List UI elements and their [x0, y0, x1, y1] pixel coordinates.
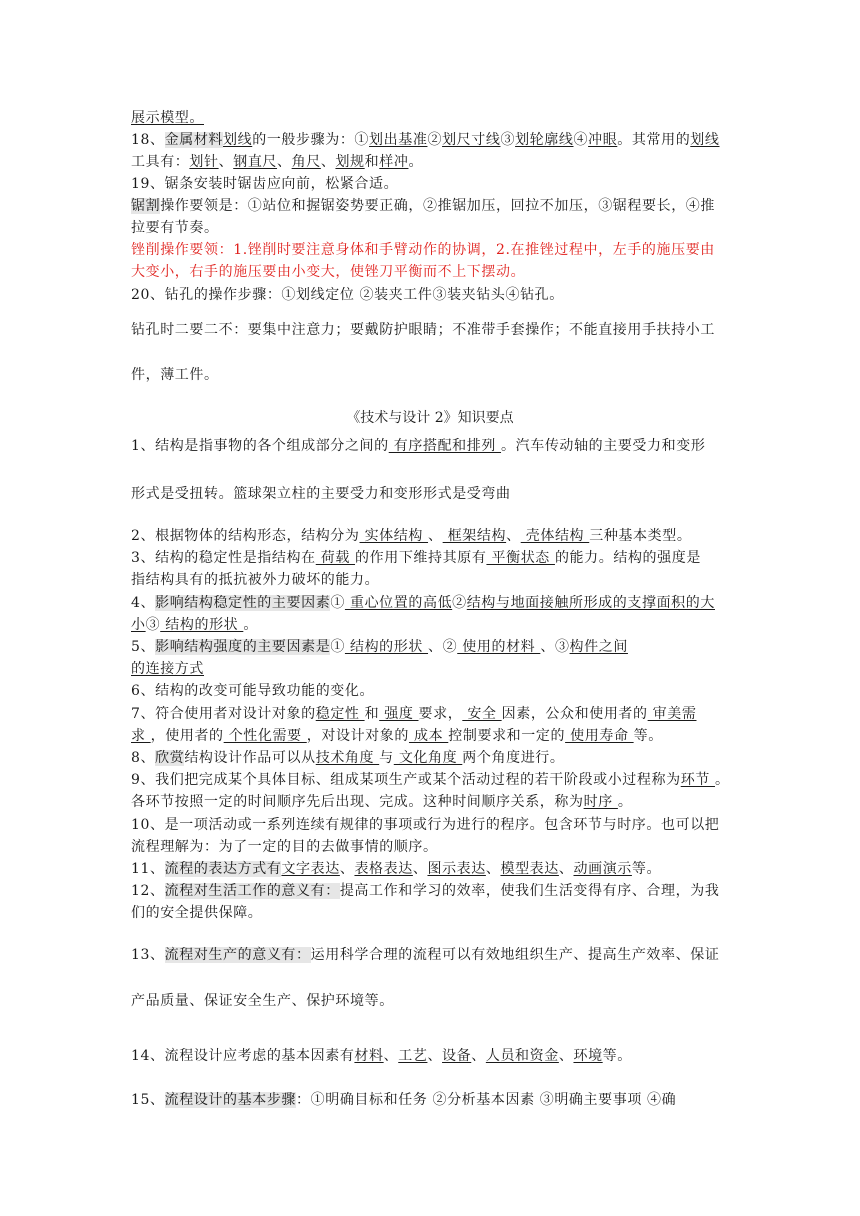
text-line: [131, 792, 632, 812]
underlined-term: 划规: [335, 154, 365, 170]
text-segment: 各环节按照一定的时间顺序先后出现、完成。这种时间顺序关系，称为: [131, 794, 584, 810]
text-segment: 。汽车传动轴的主要受力和变形: [501, 438, 706, 454]
text-segment: 拉要有节奏。: [131, 220, 219, 236]
text-segment: 们的安全提供保障。: [131, 905, 263, 921]
text-segment: 2、根据物体的结构形态，结构分为: [131, 528, 360, 544]
text-segment: 7、符合使用者对设计对象的: [131, 706, 316, 722]
text-segment: 运用科学合理的流程可以有效地组织生产、提高生产效率、保证: [310, 947, 720, 963]
text-line: [131, 704, 696, 724]
underlined-term: 个性化需要: [223, 728, 307, 744]
text-segment: 15、: [131, 1092, 165, 1108]
text-segment: 5、: [131, 639, 156, 655]
text-segment: 结构设计作品可以从: [184, 750, 316, 766]
underlined-term: 使用寿命: [565, 728, 634, 744]
underlined-term: 文化角度: [393, 750, 463, 766]
highlighted-term: 影响结构稳定性的主要因素: [155, 595, 331, 611]
text-line: [131, 945, 719, 965]
text-segment: 8、: [131, 750, 156, 766]
underlined-term: 框架结构: [442, 528, 507, 544]
text-segment: 12、: [131, 883, 165, 899]
underlined-term: 实体结构: [359, 528, 429, 544]
underlined-term: 划出基准: [369, 132, 428, 148]
underlined-term: 有序搭配和排列: [388, 438, 502, 454]
underlined-term: 成本: [408, 728, 449, 744]
text-line: [131, 681, 374, 701]
text-segment: ③: [145, 617, 161, 633]
underlined-term: 的连接方式: [131, 661, 204, 677]
text-line: [131, 570, 379, 590]
underlined-term: 表格表达: [354, 861, 413, 877]
underlined-term: 样冲: [379, 154, 409, 170]
text-segment: 、: [558, 861, 574, 877]
text-segment: 指结构具有的抵抗被外力破坏的能力。: [131, 572, 380, 588]
text-segment: 11、: [131, 861, 165, 877]
text-segment: 、: [320, 154, 336, 170]
text-line: [131, 1090, 676, 1110]
underlined-term: 人员和资金: [485, 1048, 559, 1064]
underlined-term: 小: [131, 617, 146, 633]
text-segment: 工具有：: [131, 154, 190, 170]
text-segment: 的能力。结构的强度是: [554, 550, 701, 566]
text-segment: 10、是一项活动或一系列连续有规律的事项或行为进行的程序。包含环节与时序。也可以把: [131, 817, 720, 833]
text-segment: 三种基本类型。: [589, 528, 692, 544]
text-segment: 控制要求和一定的: [448, 728, 566, 744]
text-segment: 18、: [131, 132, 165, 148]
text-line: [131, 548, 701, 568]
text-segment: 、②: [428, 639, 458, 655]
underlined-term: 构件之间: [569, 639, 628, 655]
text-segment: ①: [330, 639, 345, 655]
text-segment: 4、: [131, 595, 156, 611]
text-segment: 与: [379, 750, 394, 766]
text-segment: 操作要领是：①站位和握锯姿势要正确，②推锯加压，回拉不加压，③锯程要长，④推: [160, 198, 716, 214]
underlined-term: 角尺: [291, 154, 321, 170]
text-segment: 件，薄工件。: [131, 367, 219, 383]
text-segment: 1、结构是指事物的各个组成部分之间的: [131, 438, 389, 454]
underlined-term: 模型表达: [500, 861, 559, 877]
text-segment: ③: [500, 132, 516, 148]
underlined-term: 审美需: [647, 706, 697, 722]
underlined-term: 结构与地面接触所形成的支撑面积的大: [466, 595, 715, 611]
text-line: [131, 1046, 632, 1066]
text-segment: 、: [506, 528, 521, 544]
text-line: [131, 174, 398, 194]
text-segment: ②: [452, 595, 467, 611]
underlined-term: 工艺: [398, 1048, 428, 1064]
underlined-term: 划线: [223, 132, 253, 148]
underlined-term: 文字表达: [281, 861, 340, 877]
underlined-term: 环节: [680, 772, 715, 788]
red-emphasis-text: 大变小，右手的施压要由小变大，使锉刀平衡而不上下摆动。: [131, 264, 526, 280]
text-segment: 20、钻孔的操作步骤：①划线定位 ②装夹工件③装夹钻头④钻孔。: [131, 287, 564, 303]
text-segment: 、: [277, 154, 292, 170]
text-segment: 、: [558, 1048, 574, 1064]
text-segment: 等。: [633, 728, 663, 744]
text-segment: 和: [364, 154, 380, 170]
text-segment: 产品质量、保证安全生产、保护环境等。: [131, 993, 394, 1009]
text-segment: 。: [243, 617, 258, 633]
text-segment: 要求，: [418, 706, 463, 722]
text-segment: 19、锯条安装时锯齿应向前，松紧合适。: [131, 176, 399, 192]
text-segment: 6、结构的改变可能导致功能的变化。: [131, 683, 375, 699]
text-segment: ①: [330, 595, 345, 611]
text-segment: 因素，公众和使用者的: [501, 706, 648, 722]
text-line: [131, 837, 438, 857]
text-segment: 、: [428, 528, 443, 544]
text-segment: 、: [383, 1048, 399, 1064]
underlined-term: 划线: [690, 132, 720, 148]
underlined-term: 强度: [379, 706, 419, 722]
text-segment: 形式是受扭转。篮球架立柱的主要受力和变形形式是受弯曲: [131, 486, 511, 502]
text-segment: 和: [364, 706, 380, 722]
text-segment: 13、: [131, 947, 165, 963]
highlighted-term: 流程对生活工作的意义有：: [164, 883, 340, 899]
underlined-term: 结构的形状: [160, 617, 244, 633]
text-line: [131, 726, 663, 746]
text-line: [131, 320, 715, 340]
underlined-term: 荷载: [315, 550, 356, 566]
text-segment: 两个角度进行。: [462, 750, 565, 766]
text-line: [131, 770, 730, 790]
text-line: [131, 991, 394, 1011]
underlined-term: 动画演示: [573, 861, 632, 877]
text-segment: 。: [408, 154, 424, 170]
underlined-term: 使用的材料: [457, 639, 541, 655]
text-segment: 、: [412, 861, 428, 877]
text-segment: 的一般步骤为：①: [252, 132, 370, 148]
highlighted-term: 流程的表达方式有: [164, 861, 282, 877]
text-line: [131, 240, 715, 260]
section-heading: 《技术与设计 2》知识要点: [346, 410, 514, 426]
underlined-term: 展示模型。: [131, 110, 204, 126]
underlined-term: 壳体结构: [520, 528, 590, 544]
text-segment: 、: [339, 861, 355, 877]
red-emphasis-text: 锉削操作要领：1.锉削时要注意身体和手臂动作的协调，2.在推锉过程中，左手的施压要由: [131, 242, 715, 258]
text-segment: 、: [471, 1048, 486, 1064]
text-segment: 3、结构的稳定性是指结构在: [131, 550, 316, 566]
underlined-term: 求: [131, 728, 151, 744]
text-segment: 的作用下维持其原有: [355, 550, 487, 566]
text-segment: 等。: [602, 1048, 632, 1064]
underlined-term: 设备: [442, 1048, 472, 1064]
text-segment: 、: [427, 1048, 443, 1064]
underlined-term: 环境: [573, 1048, 603, 1064]
highlighted-term: 锯割: [131, 198, 161, 214]
text-segment: 、: [485, 861, 501, 877]
text-line: [131, 130, 720, 150]
highlighted-term: 流程对生产的意义有：: [164, 947, 311, 963]
text-line: [131, 815, 719, 835]
text-segment: 流程理解为：为了一定的目的去做事情的顺序。: [131, 839, 438, 855]
highlighted-term: 金属材料: [164, 132, 224, 148]
text-line: [131, 484, 511, 504]
text-segment: 等。: [631, 861, 662, 877]
underlined-term: 技术角度: [315, 750, 380, 766]
text-segment: 、③: [540, 639, 570, 655]
text-segment: 提高工作和学习的效率，使我们生活变得有序、合理，为我: [339, 883, 720, 899]
underlined-term: 重心位置的高低: [344, 595, 453, 611]
text-segment: ：①明确目标和任务 ②分析基本因素 ③明确主要事项 ④确: [296, 1092, 677, 1108]
text-segment: ，对设计对象的: [306, 728, 409, 744]
underlined-term: 结构的形状: [344, 639, 429, 655]
underlined-term: 划轮廓线: [515, 132, 574, 148]
text-segment: 9、我们把完成某个具体目标、组成某项生产或某个活动过程的若干阶段或小过程称为: [131, 772, 681, 788]
text-segment: ④: [573, 132, 589, 148]
text-line: [131, 152, 423, 172]
text-line: [131, 615, 258, 635]
underlined-term: 材料: [354, 1048, 384, 1064]
text-line: [131, 218, 219, 238]
underlined-term: 时序: [583, 794, 618, 810]
text-segment: 。: [617, 794, 633, 810]
underlined-term: 平衡状态: [486, 550, 555, 566]
underlined-term: 稳定性: [315, 706, 365, 722]
highlighted-term: 流程设计的基本步骤: [164, 1092, 297, 1108]
text-segment: 、: [218, 154, 234, 170]
underlined-term: 划针: [189, 154, 219, 170]
text-line: [131, 903, 262, 923]
text-segment: ②: [427, 132, 443, 148]
highlighted-term: 欣赏: [155, 750, 185, 766]
text-line: [131, 526, 691, 546]
text-line: [131, 285, 564, 305]
text-line: [131, 593, 715, 613]
text-line: [131, 637, 628, 657]
text-line: [131, 748, 565, 768]
text-line: [131, 436, 705, 456]
underlined-term: 划尺寸线: [442, 132, 501, 148]
text-line: [131, 262, 525, 282]
underlined-term: 钢直尺: [233, 154, 278, 170]
text-line: [131, 659, 204, 679]
underlined-term: 安全: [462, 706, 502, 722]
text-line: [131, 196, 715, 216]
text-segment: 。其常用的: [617, 132, 691, 148]
text-segment: 14、流程设计应考虑的基本因素有: [131, 1048, 355, 1064]
text-line: [131, 365, 219, 385]
text-segment: 。: [714, 772, 730, 788]
text-segment: ，使用者的: [150, 728, 224, 744]
underlined-term: 图示表达: [427, 861, 486, 877]
text-line: [131, 881, 719, 901]
highlighted-term: 影响结构强度的主要因素是: [155, 639, 331, 655]
text-line: [131, 108, 204, 128]
underlined-term: 冲眼: [588, 132, 618, 148]
text-line: [131, 859, 661, 879]
text-segment: 钻孔时二要二不：要集中注意力；要戴防护眼睛；不准带手套操作；不能直接用手扶持小工: [131, 322, 715, 338]
